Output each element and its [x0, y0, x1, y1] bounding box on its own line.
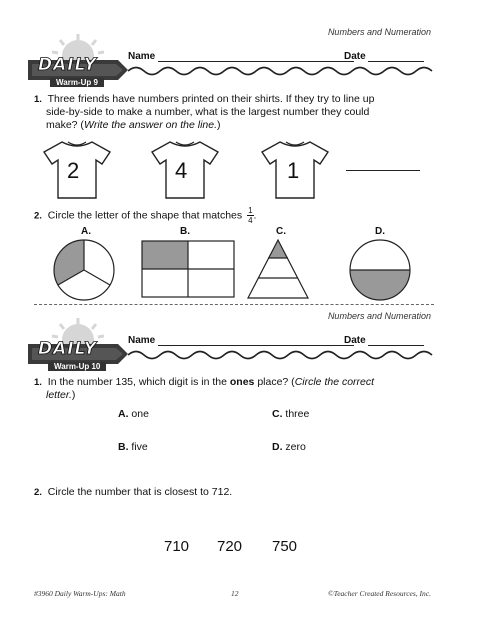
- question-number: 2.: [34, 210, 42, 222]
- question-text: Circle the letter of the shape that matches: [47, 209, 243, 222]
- date-field[interactable]: [368, 51, 424, 62]
- question-text: Three friends have numbers printed on their shirts. If they try to line up: [47, 93, 375, 105]
- question-3: 1. In the number 135, which digit is in the ones place? (Circle the correct letter.): [34, 376, 375, 401]
- section-title: Numbers and Numeration: [327, 311, 431, 321]
- choice-750[interactable]: 750: [272, 538, 298, 555]
- date-row: [344, 335, 424, 346]
- footer-book-title: #3960 Daily Warm-Ups: Math: [34, 589, 126, 598]
- shirt-4: [148, 138, 222, 200]
- daily-warmup-badge: [28, 318, 128, 376]
- cut-line: [34, 304, 434, 305]
- badge-word: DAILY: [38, 55, 98, 75]
- question-1: 1. Three friends have numbers printed on their shirts. If they try to line up side-by-side to make a number, what is the largest number they could make? (Write the answer on the line.): [34, 93, 434, 132]
- question-number: 1.: [34, 377, 42, 388]
- name-label: Name: [128, 335, 156, 346]
- shirt-2: [40, 138, 114, 200]
- shape-d-circle-halves: [348, 238, 412, 302]
- question-text: side-by-side to make a number, what is the largest number they could: [46, 106, 370, 118]
- question-number: 1.: [34, 94, 42, 105]
- option-d[interactable]: D. zero: [272, 441, 306, 453]
- date-label: Date: [344, 51, 366, 62]
- shape-label-d[interactable]: D.: [375, 226, 385, 237]
- option-b[interactable]: B. five: [118, 441, 148, 453]
- question-text: Circle the number that is closest to 712.: [47, 486, 233, 498]
- shirt-number: 2: [67, 158, 80, 183]
- date-row: [344, 51, 424, 62]
- date-field[interactable]: [368, 335, 424, 346]
- name-row: [128, 51, 354, 62]
- shape-c-triangle-thirds: [246, 238, 310, 300]
- shirt-1: [258, 138, 332, 200]
- fraction: $\frac{1}{4}$: [248, 206, 253, 225]
- shape-label-c[interactable]: C.: [276, 226, 286, 237]
- option-a[interactable]: A. one: [118, 408, 149, 420]
- shirt-number: 4: [175, 158, 188, 183]
- question-number: 2.: [34, 487, 42, 498]
- question-2: 2. Circle the letter of the shape that matches $\frac{1}{4}$ .: [34, 206, 257, 225]
- emphasis-ones: ones: [229, 376, 255, 388]
- shape-a-circle-thirds: [52, 238, 116, 302]
- section-title: Numbers and Numeration: [327, 27, 431, 37]
- instruction-text: Write the answer on the line.: [83, 119, 218, 131]
- date-label: Date: [344, 335, 366, 346]
- daily-warmup-badge: [28, 34, 128, 92]
- question-4: [34, 486, 232, 499]
- wavy-divider: [128, 348, 433, 362]
- shape-label-a[interactable]: A.: [81, 226, 91, 237]
- shape-b-rectangle-quarters: [141, 240, 235, 298]
- shape-label-b[interactable]: B.: [180, 226, 190, 237]
- badge-word: DAILY: [38, 339, 98, 359]
- name-label: Name: [128, 51, 156, 62]
- shirt-number: 1: [287, 158, 300, 183]
- choice-720[interactable]: 720: [217, 538, 243, 555]
- option-c[interactable]: C. three: [272, 408, 310, 420]
- page-number: 12: [231, 589, 239, 598]
- name-field[interactable]: [158, 335, 354, 346]
- name-row: [128, 335, 354, 346]
- warmup-number: Warm-Up 9: [50, 78, 104, 87]
- footer-publisher: ©Teacher Created Resources, Inc.: [328, 589, 431, 598]
- wavy-divider: [128, 64, 433, 78]
- answer-line[interactable]: [346, 170, 420, 171]
- choice-710[interactable]: 710: [164, 538, 190, 555]
- name-field[interactable]: [158, 51, 354, 62]
- warmup-number: Warm-Up 10: [48, 362, 106, 371]
